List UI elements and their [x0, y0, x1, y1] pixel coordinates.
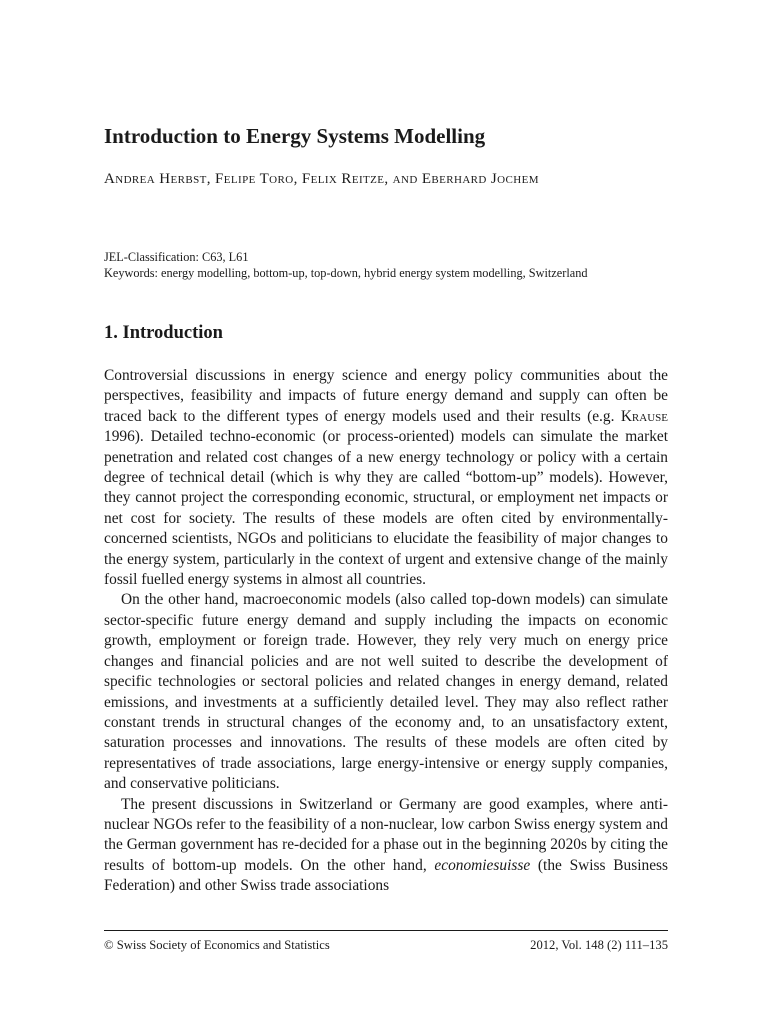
paragraph-1: Controversial discussions in energy science and energy policy communities about the perspectives, feasibility and impacts of future energy demand and supply can often be traced back to the different types of energy models used and their results (e.g. Krause 1996). Detailed techno-economic (or process-oriented) models can simulate the market penetration and related cost changes of a new energy technology or policy with a certain degree of technical detail (which is why they are called “bottom-up” models). However, they cannot project the corresponding economic, structural, or employment net impacts or net cost for society. The results of these models are often cited by environmentally-concerned scientists, NGOs and politicians to elucidate the feasibility of major changes to the energy system, particularly in the context of urgent and extensive change of the mainly fossil fuelled energy systems in almost all countries. [104, 367, 668, 589]
paper-metadata [104, 249, 588, 281]
author-list: Andrea Herbst, Felipe Toro, Felix Reitze, and Eberhard Jochem [104, 171, 539, 187]
keywords: Keywords: energy modelling, bottom-up, top-down, hybrid energy system modelling, Switzerland [104, 266, 588, 280]
paragraph-2: On the other hand, macroeconomic models (also called top-down models) can simulate sector-specific future energy demand and supply including the impacts on economic growth, employment or foreign trade. However, they rely very much on energy price changes and financial policies and are not well suited to describe the development of specific technologies or sectoral policies and related changes in energy demand, related emissions, and investments at a sufficiently detailed level. They may also reflect rather constant trends in structural changes of the economy and, to an unsatisfactory extent, saturation processes and innovations. The results of these models are often cited by representatives of trade associations, large energy-intensive or energy supply companies, and conservative politicians. [104, 591, 668, 793]
paragraph-3: The present discussions in Switzerland or Germany are good examples, where anti-nuclear NGOs refer to the feasibility of a non-nuclear, low carbon Swiss energy system and the German government has re-decided for a phase out in the beginning 2020s by citing the results of bottom-up models. On the other hand, economiesuisse (the Swiss Business Federation) and other Swiss trade associations [104, 795, 669, 895]
paper-title: Introduction to Energy Systems Modelling [104, 124, 486, 148]
footer-divider [104, 930, 668, 931]
italic-term: economiesuisse [434, 856, 531, 874]
citation-author: Krause [620, 407, 668, 425]
page-footer [104, 938, 668, 953]
footer-copyright: © Swiss Society of Economics and Statistics [104, 938, 330, 952]
footer-citation: 2012, Vol. 148 (2) 111–135 [530, 938, 668, 952]
section-heading: 1. Introduction [104, 323, 223, 343]
jel-classification: JEL-Classification: C63, L61 [104, 250, 249, 264]
body-text [104, 366, 668, 897]
